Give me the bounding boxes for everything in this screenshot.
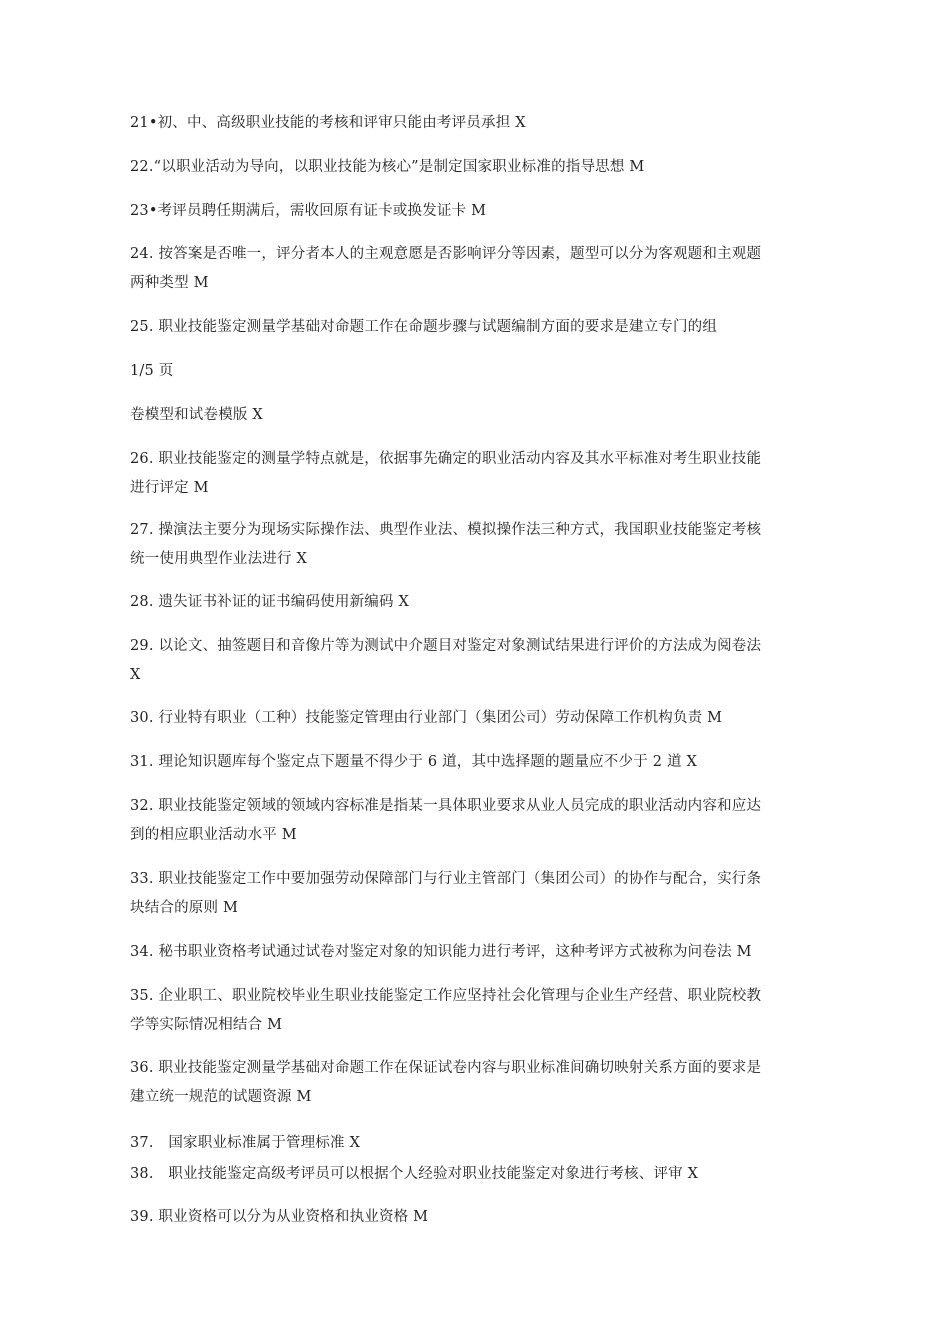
question-27-line-1: 27. 操演法主要分为现场实际操作法、典型作业法、模拟操作法三种方式，我国职业技能鉴定考核: [130, 522, 762, 538]
question-39-line: 39. 职业资格可以分为从业资格和执业资格 M: [130, 1209, 429, 1225]
question-38-line: 38. 职业技能鉴定高级考评员可以根据个人经验对职业技能鉴定对象进行考核、评审 X: [130, 1166, 699, 1182]
question-25-line-2: 卷模型和试卷模版 X: [130, 407, 263, 423]
question-37-line: 37. 国家职业标准属于管理标准 X: [130, 1135, 361, 1151]
question-22-line: 22.“以职业活动为导向，以职业技能为核心”是制定国家职业标准的指导思想 M: [130, 159, 645, 175]
question-25-line-1: 25. 职业技能鉴定测量学基础对命题工作在命题步骤与试题编制方面的要求是建立专门的组: [130, 319, 718, 335]
question-26-line-1: 26. 职业技能鉴定的测量学特点就是，依据事先确定的职业活动内容及其水平标准对考生职业技能: [130, 451, 762, 467]
question-35-line-2: 学等实际情况相结合 M: [130, 1017, 283, 1033]
question-26-line-2: 进行评定 M: [130, 480, 209, 496]
question-36-line-2: 建立统一规范的试题资源 M: [130, 1089, 312, 1105]
page-number: 1/5 页: [130, 363, 174, 379]
question-36-line-1: 36. 职业技能鉴定测量学基础对命题工作在保证试卷内容与职业标准间确切映射关系方面的要求是: [130, 1060, 762, 1076]
question-27-line-2: 统一使用典型作业法进行 X: [130, 551, 308, 567]
question-29-line-1: 29. 以论文、抽签题目和音像片等为测试中介题目对鉴定对象测试结果进行评价的方法成为阅卷法: [130, 638, 762, 654]
question-23-line: 23•考评员聘任期满后，需收回原有证卡或换发证卡 M: [130, 203, 487, 219]
question-32-line-2: 到的相应职业活动水平 M: [130, 827, 297, 843]
question-28-line: 28. 遗失证书补证的证书编码使用新编码 X: [130, 594, 409, 610]
question-24-line-2: 两种类型 M: [130, 275, 209, 291]
question-33-line-1: 33. 职业技能鉴定工作中要加强劳动保障部门与行业主管部门（集团公司）的协作与配合，实行条: [130, 871, 762, 887]
question-35-line-1: 35. 企业职工、职业院校毕业生职业技能鉴定工作应坚持社会化管理与企业生产经营、职业院校教: [130, 988, 762, 1004]
question-33-line-2: 块结合的原则 M: [130, 900, 239, 916]
question-34-line: 34. 秘书职业资格考试通过试卷对鉴定对象的知识能力进行考评，这种考评方式被称为问卷法 M: [130, 944, 752, 960]
question-31-line: 31. 理论知识题库每个鉴定点下题量不得少于 6 道，其中选择题的题量应不少于 2 道 X: [130, 754, 697, 770]
question-29-line-2: X: [130, 667, 141, 683]
question-21-line: 21•初、中、高级职业技能的考核和评审只能由考评员承担 X: [130, 115, 526, 131]
question-32-line-1: 32. 职业技能鉴定领域的领域内容标准是指某一具体职业要求从业人员完成的职业活动内容和应达: [130, 798, 762, 814]
question-30-line: 30. 行业特有职业（工种）技能鉴定管理由行业部门（集团公司）劳动保障工作机构负责 M: [130, 710, 723, 726]
question-24-line-1: 24. 按答案是否唯一，评分者本人的主观意愿是否影响评分等因素，题型可以分为客观题和主观题: [130, 246, 762, 262]
